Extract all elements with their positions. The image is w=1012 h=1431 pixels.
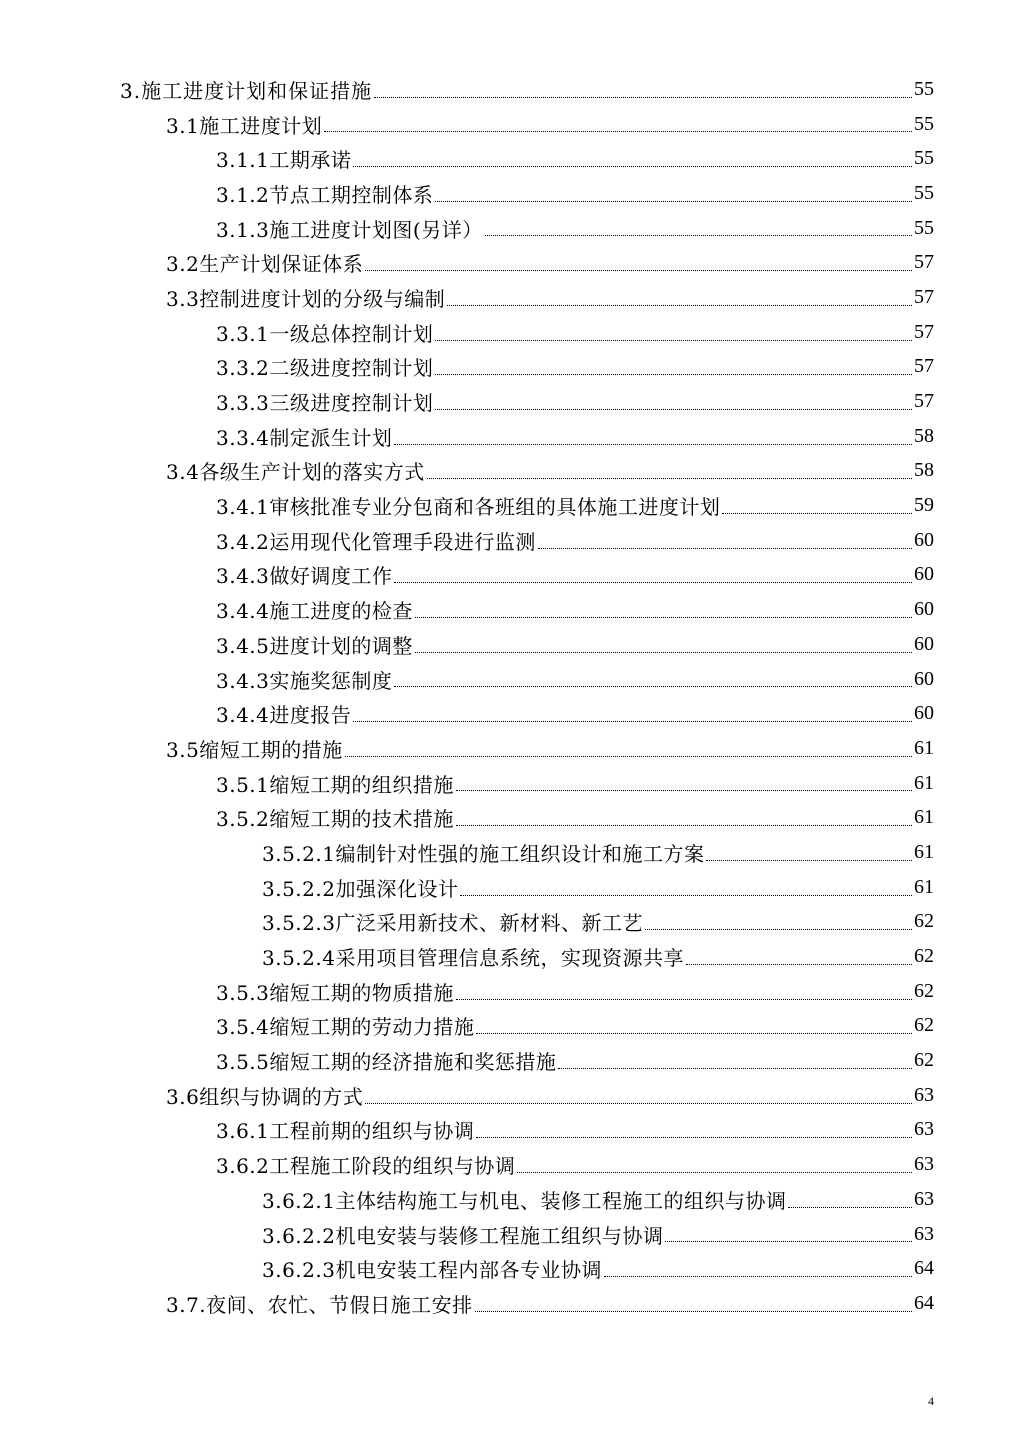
dot-leader: [476, 1032, 912, 1034]
toc-entry-title: 3.6.2.1主体结构施工与机电、装修工程施工的组织与协调: [262, 1188, 787, 1213]
toc-entry-title: 3.5.2.1编制针对性强的施工组织设计和施工方案: [262, 841, 705, 866]
toc-entry[interactable]: [0, 939, 1012, 974]
dot-leader: [665, 1240, 912, 1242]
dot-leader: [447, 304, 912, 306]
page-number: 4: [928, 1394, 934, 1408]
toc-entry-page: 57: [914, 320, 934, 343]
toc-entry-title: 3.5.2.4采用项目管理信息系统，实现资源共享: [262, 946, 684, 971]
dot-leader: [485, 234, 912, 236]
toc-entry-title: 3.5.5缩短工期的经济措施和奖惩措施: [216, 1050, 557, 1075]
toc-entry-title: 3.4.3实施奖惩制度: [216, 668, 393, 693]
toc-entry-title: 3.施工进度计划和保证措施: [120, 78, 373, 103]
toc-entry[interactable]: [0, 211, 1012, 246]
toc-entry[interactable]: [0, 1147, 1012, 1182]
table-of-contents: [0, 72, 1012, 1321]
toc-entry-page: 62: [914, 1014, 934, 1037]
toc-entry-page: 57: [914, 251, 934, 274]
dot-leader: [345, 755, 912, 757]
dot-leader: [475, 1310, 912, 1312]
toc-entry[interactable]: [0, 280, 1012, 315]
dot-leader: [435, 339, 912, 341]
toc-entry[interactable]: [0, 835, 1012, 870]
toc-entry-title: 3.6组织与协调的方式: [166, 1084, 364, 1109]
toc-entry-page: 61: [914, 806, 934, 829]
toc-entry-title: 3.3.4制定派生计划: [216, 425, 393, 450]
toc-entry-title: 3.3.3三级进度控制计划: [216, 391, 434, 416]
toc-entry[interactable]: [0, 1182, 1012, 1217]
dot-leader: [706, 859, 912, 861]
toc-entry[interactable]: [0, 107, 1012, 142]
dot-leader: [604, 1275, 912, 1277]
dot-leader: [645, 928, 912, 930]
toc-entry-title: 3.1.2节点工期控制体系: [216, 182, 434, 207]
toc-entry-title: 3.5.2.2加强深化设计: [262, 876, 459, 901]
dot-leader: [394, 443, 912, 445]
toc-entry-page: 64: [914, 1257, 934, 1280]
toc-entry-title: 3.3.1一级总体控制计划: [216, 321, 434, 346]
dot-leader: [435, 373, 912, 375]
dot-leader: [456, 998, 912, 1000]
toc-entry-title: 3.4.3做好调度工作: [216, 564, 393, 589]
toc-entry[interactable]: [0, 384, 1012, 419]
toc-entry-title: 3.3控制进度计划的分级与编制: [166, 286, 446, 311]
toc-entry[interactable]: [0, 696, 1012, 731]
toc-entry[interactable]: [0, 974, 1012, 1009]
toc-entry-page: 58: [914, 459, 934, 482]
toc-entry[interactable]: [0, 627, 1012, 662]
dot-leader: [686, 963, 912, 965]
dot-leader: [788, 1206, 912, 1208]
toc-entry-page: 60: [914, 598, 934, 621]
toc-entry-title: 3.6.2工程施工阶段的组织与协调: [216, 1154, 516, 1179]
toc-entry-page: 55: [914, 77, 934, 100]
toc-entry-page: 60: [914, 563, 934, 586]
toc-entry-page: 60: [914, 667, 934, 690]
toc-entry-page: 55: [914, 216, 934, 239]
toc-entry-page: 63: [914, 1222, 934, 1245]
dot-leader: [538, 547, 912, 549]
toc-entry-title: 3.6.2.2机电安装与装修工程施工组织与协调: [262, 1223, 664, 1248]
toc-entry-title: 3.1施工进度计划: [166, 113, 323, 138]
toc-entry-page: 60: [914, 702, 934, 725]
toc-entry-page: 62: [914, 945, 934, 968]
dot-leader: [456, 824, 912, 826]
toc-entry-title: 3.5.2.3广泛采用新技术、新材料、新工艺: [262, 911, 643, 936]
toc-entry[interactable]: [0, 662, 1012, 697]
toc-entry-page: 57: [914, 285, 934, 308]
toc-entry-page: 59: [914, 494, 934, 517]
toc-entry-title: 3.4.1审核批准专业分包商和各班组的具体施工进度计划: [216, 495, 721, 520]
toc-entry[interactable]: [0, 800, 1012, 835]
toc-entry[interactable]: [0, 1043, 1012, 1078]
toc-entry-title: 3.1.1工期承诺: [216, 148, 352, 173]
toc-entry-title: 3.5.2缩短工期的技术措施: [216, 807, 454, 832]
dot-leader: [435, 200, 912, 202]
dot-leader: [394, 581, 912, 583]
toc-entry-title: 3.3.2二级进度控制计划: [216, 356, 434, 381]
dot-leader: [365, 1102, 912, 1104]
toc-entry[interactable]: [0, 558, 1012, 593]
toc-entry[interactable]: [0, 523, 1012, 558]
dot-leader: [460, 894, 912, 896]
toc-entry-page: 57: [914, 390, 934, 413]
toc-entry-page: 61: [914, 771, 934, 794]
toc-entry[interactable]: [0, 870, 1012, 905]
toc-entry[interactable]: [0, 1009, 1012, 1044]
dot-leader: [353, 165, 912, 167]
toc-entry-page: 63: [914, 1083, 934, 1106]
toc-entry-page: 62: [914, 979, 934, 1002]
toc-entry-title: 3.4.5进度计划的调整: [216, 633, 413, 658]
dot-leader: [394, 685, 912, 687]
toc-entry-page: 60: [914, 528, 934, 551]
toc-entry[interactable]: [0, 245, 1012, 280]
toc-entry[interactable]: [0, 592, 1012, 627]
toc-entry-title: 3.4.4施工进度的检查: [216, 599, 413, 624]
toc-entry-title: 3.4各级生产计划的落实方式: [166, 460, 425, 485]
toc-entry-title: 3.4.4进度报告: [216, 703, 352, 728]
dot-leader: [415, 651, 912, 653]
toc-entry-title: 3.5.3缩短工期的物质措施: [216, 980, 454, 1005]
toc-entry[interactable]: [0, 766, 1012, 801]
toc-entry-title: 3.6.2.3机电安装工程内部各专业协调: [262, 1258, 602, 1283]
toc-entry-page: 55: [914, 181, 934, 204]
dot-leader: [558, 1067, 912, 1069]
toc-entry-title: 3.2生产计划保证体系: [166, 252, 364, 277]
dot-leader: [415, 616, 912, 618]
dot-leader: [365, 269, 912, 271]
toc-entry-page: 61: [914, 875, 934, 898]
dot-leader: [476, 1136, 912, 1138]
toc-entry-title: 3.5.4缩短工期的劳动力措施: [216, 1015, 475, 1040]
dot-leader: [435, 408, 912, 410]
toc-entry[interactable]: [0, 454, 1012, 489]
dot-leader: [324, 130, 912, 132]
toc-entry[interactable]: [0, 1286, 1012, 1321]
toc-entry-page: 61: [914, 840, 934, 863]
toc-entry-page: 63: [914, 1118, 934, 1141]
toc-entry-page: 60: [914, 632, 934, 655]
toc-entry-page: 64: [914, 1291, 934, 1314]
toc-entry-page: 57: [914, 355, 934, 378]
toc-entry-title: 3.7.夜间、农忙、节假日施工安排: [166, 1292, 473, 1317]
toc-entry[interactable]: [0, 350, 1012, 385]
toc-entry-title: 3.6.1工程前期的组织与协调: [216, 1119, 475, 1144]
toc-entry[interactable]: [0, 1078, 1012, 1113]
toc-entry[interactable]: [0, 315, 1012, 350]
dot-leader: [353, 720, 912, 722]
toc-entry[interactable]: [0, 419, 1012, 454]
toc-entry-title: 3.5.1缩短工期的组织措施: [216, 772, 454, 797]
toc-entry[interactable]: [0, 141, 1012, 176]
toc-entry-title: 3.4.2运用现代化管理手段进行监测: [216, 529, 536, 554]
toc-entry-page: 63: [914, 1153, 934, 1176]
toc-entry[interactable]: [0, 488, 1012, 523]
dot-leader: [517, 1171, 912, 1173]
dot-leader: [456, 789, 912, 791]
dot-leader: [427, 477, 912, 479]
dot-leader: [722, 512, 912, 514]
toc-entry[interactable]: [0, 905, 1012, 940]
toc-entry[interactable]: [0, 1113, 1012, 1148]
toc-entry-title: 3.5缩短工期的措施: [166, 737, 343, 762]
toc-entry-page: 61: [914, 736, 934, 759]
toc-entry[interactable]: [0, 1251, 1012, 1286]
toc-entry[interactable]: [0, 72, 1012, 107]
toc-entry[interactable]: [0, 731, 1012, 766]
toc-entry[interactable]: [0, 176, 1012, 211]
toc-entry-title: 3.1.3施工进度计划图(另详）: [216, 217, 483, 242]
toc-entry[interactable]: [0, 1217, 1012, 1252]
toc-entry-page: 55: [914, 112, 934, 135]
toc-entry-page: 62: [914, 910, 934, 933]
toc-entry-page: 58: [914, 424, 934, 447]
toc-entry-page: 62: [914, 1049, 934, 1072]
toc-entry-page: 55: [914, 147, 934, 170]
dot-leader: [374, 96, 912, 98]
toc-entry-page: 63: [914, 1187, 934, 1210]
